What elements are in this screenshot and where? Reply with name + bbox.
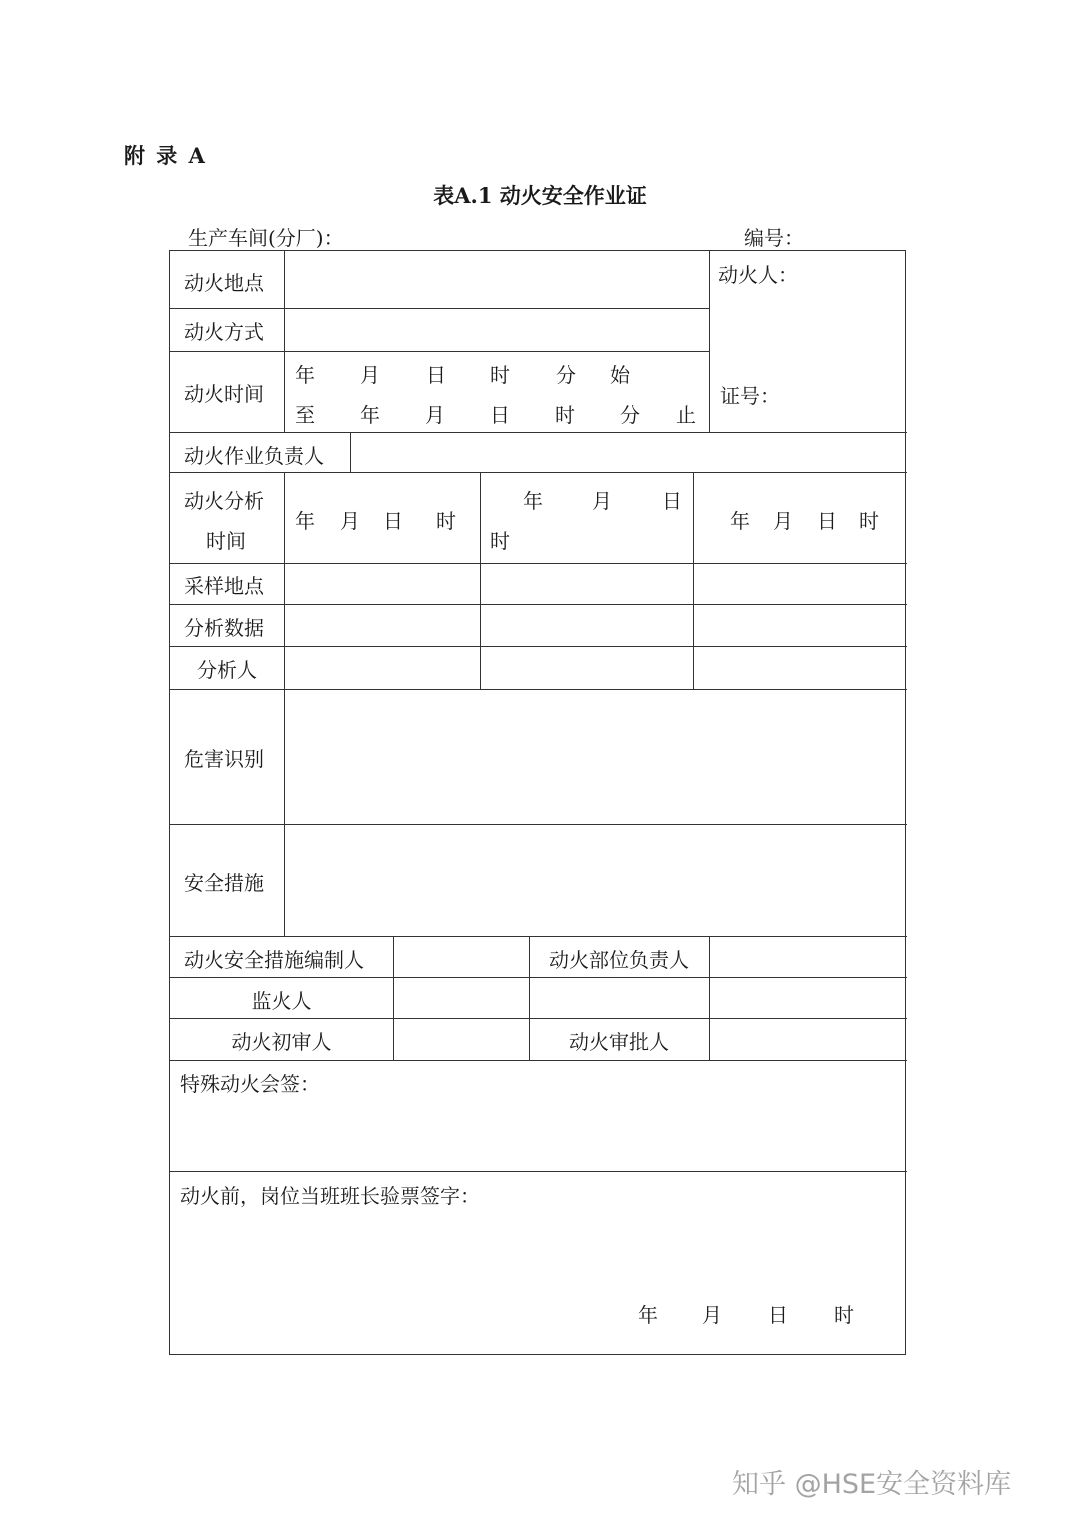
- time-label: 动火时间: [184, 382, 264, 406]
- cert-label: 证号：: [720, 384, 780, 408]
- fire-watch-label: 监火人: [251, 989, 312, 1013]
- method-label: 动火方式: [184, 320, 264, 344]
- analysis-col2-hour: 时: [490, 529, 510, 553]
- time-start-hour: 时: [490, 363, 510, 387]
- measures-label: 安全措施: [184, 871, 264, 895]
- analysis-col2-month: 月: [592, 489, 612, 513]
- sign-date-hour: 时: [834, 1303, 854, 1327]
- time-end-minute: 分: [620, 403, 640, 427]
- special-sign-label: 特殊动火会签：: [180, 1072, 320, 1096]
- analysis-col3-hour: 时: [859, 509, 879, 533]
- sign-date-year: 年: [638, 1303, 658, 1327]
- data-label: 分析数据: [184, 616, 264, 640]
- appendix-label: 附 录 A: [124, 143, 207, 168]
- time-end-month: 月: [425, 403, 445, 427]
- analyst-label: 分析人: [197, 658, 257, 682]
- analysis-col1-day: 日: [383, 509, 403, 533]
- analysis-time-label-line2: 时间: [206, 529, 246, 553]
- time-end-year: 年: [360, 403, 380, 427]
- permit-table: [169, 250, 906, 1355]
- sampling-label: 采样地点: [184, 574, 264, 598]
- workshop-label: 生产车间(分厂)：: [188, 226, 344, 250]
- time-start-minute: 分: [556, 363, 576, 387]
- initial-reviewer-label: 动火初审人: [231, 1030, 332, 1054]
- analysis-col2-year: 年: [523, 489, 543, 513]
- sign-date-month: 月: [702, 1303, 722, 1327]
- time-start-month: 月: [360, 363, 380, 387]
- time-end-day: 日: [490, 403, 510, 427]
- watermark: 知乎 @HSE安全资料库: [732, 1469, 1012, 1500]
- analysis-time-label-line1: 动火分析: [184, 489, 264, 513]
- supervisor-label: 动火作业负责人: [184, 444, 324, 468]
- analysis-col1-year: 年: [295, 509, 315, 533]
- analysis-col3-year: 年: [730, 509, 750, 533]
- time-end-to: 至: [295, 403, 315, 427]
- operator-label: 动火人：: [718, 263, 798, 287]
- approver-label: 动火审批人: [569, 1030, 669, 1054]
- time-end-hour: 时: [555, 403, 575, 427]
- time-end-stop: 止: [676, 403, 696, 427]
- measures-author-label: 动火安全措施编制人: [184, 948, 364, 972]
- site-leader-label: 动火部位负责人: [549, 948, 689, 972]
- number-label: 编号：: [744, 226, 804, 250]
- analysis-col2-day: 日: [662, 489, 682, 513]
- analysis-col1-hour: 时: [436, 509, 456, 533]
- analysis-col1-month: 月: [340, 509, 360, 533]
- analysis-col3-day: 日: [817, 509, 837, 533]
- sign-date-day: 日: [768, 1303, 788, 1327]
- location-label: 动火地点: [184, 271, 264, 295]
- time-start-day: 日: [426, 363, 446, 387]
- time-start-begin: 始: [610, 363, 630, 387]
- time-start-year: 年: [295, 363, 315, 387]
- shift-leader-label: 动火前，岗位当班班长验票签字：: [180, 1184, 480, 1208]
- analysis-col3-month: 月: [773, 509, 793, 533]
- form-title: 表A.1 动火安全作业证: [433, 183, 647, 208]
- hazard-label: 危害识别: [184, 747, 264, 771]
